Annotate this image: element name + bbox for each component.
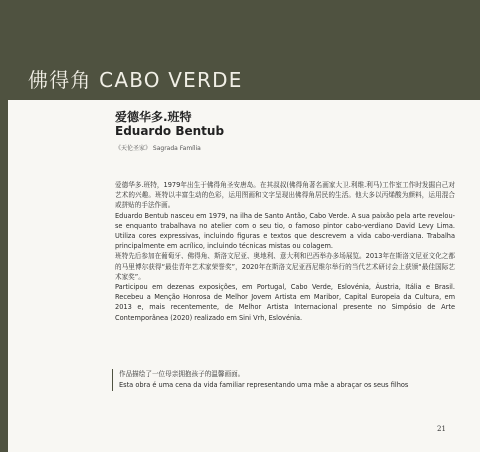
artist-biography bbox=[115, 180, 455, 323]
bio-paragraph-cn-2: 班特先后参加在葡萄牙、佛得角、斯洛文尼亚、奥地利、意大利和巴西举办多场展览。2013年在斯洛文尼亚文化之都的马里博尔获得“最佳青年艺术家荣誉奖”，2020年在斯洛文尼亚西尼维尔举行的当代艺术研讨会上获颁“最佳国际艺术家奖”。 bbox=[115, 252, 455, 281]
artist-name-english: Eduardo Bentub bbox=[115, 124, 225, 138]
page-number: 21 bbox=[437, 425, 446, 433]
bio-paragraph-pt-1: Eduardo Bentub nasceu em 1979, na ilha de Santo Antão, Cabo Verde. A sua paixão pela arte revelou-se enquanto trabalhava no atelier com o seu tio, o famoso pintor cabo-verdiano David Levy Lima. Utiliza cores expressivas, incluindo figuras e textos que descrevem a vida cabo-verdiana. Trabalha principalmente em acrílico, incluindo técnicas mistas ou colagem. bbox=[115, 211, 455, 251]
left-accent-bar bbox=[0, 100, 8, 452]
bio-paragraph-cn-1: 爱德华多.班特，1979年出生于佛得角圣安唐岛。在其叔叔(佛得角著名画家大卫.利维.利马)工作室工作时发掘自己对艺术的兴趣。班特以丰富生动的色彩，运用图画和文字呈现出佛得角居民的生活。他大多以丙烯酸为颜料，运用混合或拼贴的手法作画。 bbox=[115, 181, 455, 210]
header-band bbox=[0, 0, 480, 100]
artwork-caption bbox=[115, 369, 459, 391]
caption-rule bbox=[112, 369, 113, 391]
artwork-title: 《天伦圣家》 Sagrada Família bbox=[115, 145, 201, 152]
artist-name-chinese: 爱德华多.班特 bbox=[115, 110, 192, 124]
bio-paragraph-pt-2: Participou em dezenas exposições, em Portugal, Cabo Verde, Eslovénia, Áustria, Itália e Brasil. Recebeu a Menção Honrosa de Melhor Jovem Artista em Maribor, Capital Europeia da Cultura, em 2013 e, mais recentemente, de Melhor Artista Internacional presente no Simpósio de Arte Contemporânea (2020) realizado em Sini Vrh, Eslovénia. bbox=[115, 283, 455, 322]
page-title: 佛得角 CABO VERDE bbox=[28, 68, 243, 92]
caption-chinese: 作品描绘了一位母亲拥抱孩子的温馨画面。 bbox=[119, 370, 245, 378]
caption-portuguese: Esta obra é uma cena da vida familiar representando uma mãe a abraçar os seus filhos bbox=[119, 381, 409, 389]
